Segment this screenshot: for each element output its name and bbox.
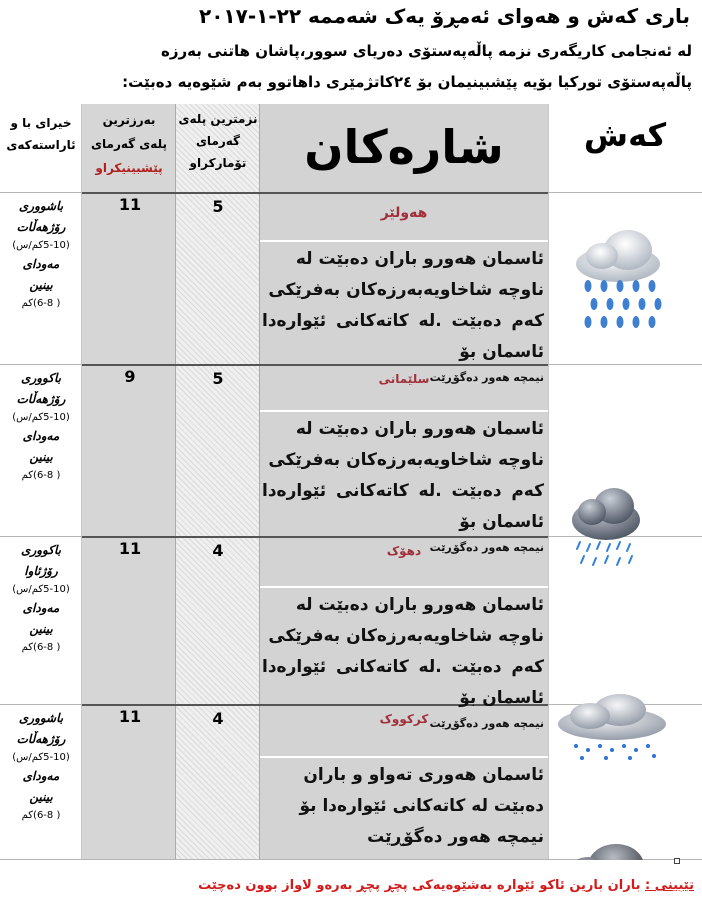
max-temp: 9 — [124, 367, 136, 386]
wind-direction-line1: باکووری — [21, 543, 61, 557]
min-temp-column — [176, 104, 260, 860]
wind-info — [0, 540, 82, 656]
desc-line: کەم دەبێت .لە کاتەکانی ئێوارەدا ئاسمان بۆ — [262, 311, 544, 362]
header-min-temp — [178, 108, 258, 174]
report-title: باری کەش و هەوای ئەمڕۆ یەک شەممە ٢٢-١-٢٠١٧ — [198, 4, 690, 28]
wind-speed: (5-10کم/س) — [12, 584, 70, 595]
visibility-label-line1: مەودای — [22, 429, 60, 443]
city-name: سلێمانی — [378, 372, 430, 386]
wind-speed: (5-10کم/س) — [12, 752, 70, 763]
note-text: باران بارین ئاکو ئێوارە بەشێوەیەکی پچڕ پچڕ بەرەو لاواز بوون دەچێت — [198, 878, 645, 893]
rain-cloud-icon — [570, 224, 666, 344]
intro-line-2: پاڵەپەستۆی تورکیا بۆیە پێشبینیمان بۆ ٢٤کاتژمێری داهاتوو بەم شێوەیە دەبێت: — [122, 73, 692, 91]
min-temp: 4 — [212, 709, 224, 728]
row-divider — [82, 192, 548, 194]
desc-line: نیمچە هەور دەگۆڕێت — [429, 541, 544, 554]
desc-line: ناوچە شاخاویەبەرزەکان بەفرێکی — [268, 280, 544, 300]
forecast-table — [0, 104, 702, 860]
cloud-drizzle-icon — [554, 688, 670, 764]
city-divider — [260, 756, 548, 758]
wind-info — [0, 368, 82, 484]
min-temp: 5 — [212, 197, 224, 216]
min-temp: 4 — [212, 541, 224, 560]
header-wind: خیرای با و ئاراستەکەی — [6, 116, 76, 152]
header-max-line3: پێشبینیکراو — [95, 161, 163, 175]
forecast-description — [262, 760, 544, 853]
city-divider — [260, 586, 548, 588]
wind-direction-line1: باشووری — [18, 711, 64, 725]
city-name: هەولێر — [380, 205, 428, 221]
desc-line: ئاسمان هەوری تەواو و باران — [303, 765, 544, 785]
wind-speed: (5-10کم/س) — [12, 412, 70, 423]
report-header — [0, 0, 702, 104]
wind-direction-line1: باشووری — [18, 199, 64, 213]
visibility-value: ( 6-8)کم — [21, 470, 61, 481]
header-weather: کەش — [583, 116, 667, 154]
visibility-value: ( 6-8)کم — [21, 298, 61, 309]
desc-line: کەم دەبێت .لە کاتەکانی ئێوارەدا ئاسمان بۆ — [262, 657, 544, 708]
max-temp: 11 — [118, 707, 142, 726]
max-temp-column — [82, 104, 176, 860]
desc-line: نیمچە هەور دەگۆڕێت — [367, 827, 544, 847]
storm-rain-icon — [566, 486, 644, 576]
wind-direction-line2: رۆژهەڵات — [16, 732, 66, 746]
desc-line: نیمچە هەور دەگۆڕێت — [429, 717, 544, 730]
footer-note — [198, 878, 694, 893]
city-divider — [260, 240, 548, 242]
desc-line: ئاسمان هەورو باران دەبێت لە — [295, 419, 544, 439]
visibility-label-line1: مەودای — [22, 257, 60, 271]
header-max-temp — [84, 108, 174, 180]
max-temp: 11 — [118, 539, 142, 558]
wind-direction-line2: رۆژهەڵات — [16, 220, 66, 234]
footer-note-area — [0, 860, 702, 906]
wind-direction-line1: باکووری — [21, 371, 61, 385]
wind-speed: (5-10کم/س) — [12, 240, 70, 251]
desc-line: دەبێت لە کاتەکانی ئێوارەدا بۆ — [299, 796, 544, 816]
wind-info — [0, 196, 82, 312]
max-temp: 11 — [118, 195, 142, 214]
desc-line: کەم دەبێت .لە کاتەکانی ئێوارەدا ئاسمان بۆ — [262, 481, 544, 532]
visibility-label-line1: مەودای — [22, 769, 60, 783]
visibility-value: ( 6-8)کم — [21, 810, 61, 821]
desc-line: ئاسمان هەورو باران دەبێت لە — [295, 249, 544, 269]
visibility-label-line2: بینین — [29, 790, 53, 804]
desc-line: ناوچە شاخاویەبەرزەکان بەفرێکی — [268, 626, 544, 646]
city-divider — [260, 410, 548, 412]
visibility-label-line1: مەودای — [22, 601, 60, 615]
wind-direction-line2: رۆژئاوا — [24, 564, 58, 578]
note-label: تێبینی : — [645, 878, 694, 893]
wind-direction-line2: رۆژهەڵات — [16, 392, 66, 406]
desc-line: ئاسمان هەورو باران دەبێت لە — [295, 595, 544, 615]
visibility-label-line2: بینین — [29, 622, 53, 636]
intro-line-1: لە ئەنجامی کاریگەری نزمە پاڵەپەستۆی دەریای سوور،پاشان هاتنی بەرزە — [161, 42, 692, 60]
visibility-label-line2: بینین — [29, 450, 53, 464]
forecast-description — [262, 244, 544, 388]
desc-line: ناوچە شاخاویەبەرزەکان بەفرێکی — [268, 450, 544, 470]
header-cities: شارەکان — [304, 120, 504, 174]
desc-line: نیمچە هەور دەگۆڕێت — [429, 371, 544, 384]
header-min-line2: گەرمای — [195, 134, 241, 148]
min-temp: 5 — [212, 369, 224, 388]
resize-handle[interactable] — [674, 858, 680, 864]
city-name: دهۆک — [386, 544, 422, 558]
forecast-description — [262, 414, 544, 558]
header-max-line2: پلەی گەرمای — [91, 137, 167, 151]
city-name: کرکووک — [379, 712, 429, 726]
header-min-line3: تۆمارکراو — [189, 156, 247, 170]
header-max-line1: بەرزترین — [102, 113, 156, 127]
wind-info — [0, 708, 82, 824]
visibility-value: ( 6-8)کم — [21, 642, 61, 653]
header-min-line1: نزمترین پلەی — [178, 112, 258, 126]
visibility-label-line2: بینین — [29, 278, 53, 292]
